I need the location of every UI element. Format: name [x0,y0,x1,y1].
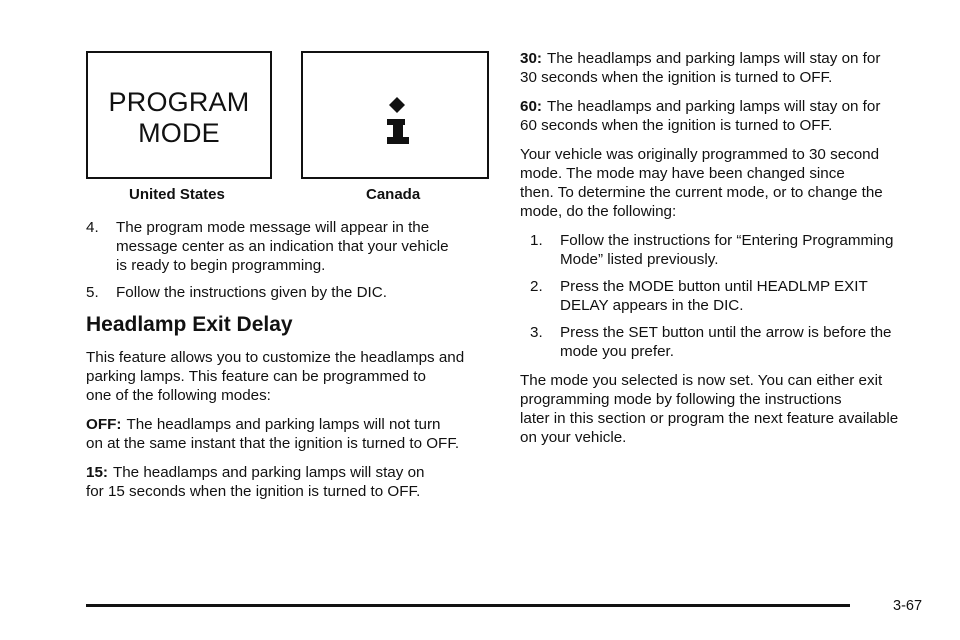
list-item: 3. Press the SET button until the arrow is before the mode you prefer. [530,324,892,360]
info-icon [381,97,413,145]
intro-paragraph: This feature allows you to customize the headlamps and parking lamps. This feature can be programmed to one of the following modes: [86,349,465,404]
steps-list-left [86,218,496,302]
caption-united-states: United States [129,186,225,203]
mode-30-paragraph: 30: The headlamps and parking lamps will stay on for 30 seconds when the ignition is turned to OFF. [520,50,881,86]
program-mode-text: PROGRAM MODE [108,87,250,148]
page-number: 3-67 [893,598,923,614]
footer-rule [86,604,850,607]
left-column [86,218,496,511]
mode-15-paragraph: 15: The headlamps and parking lamps will stay on for 15 seconds when the ignition is turned to OFF. [86,464,425,500]
mode-intro-paragraph: Your vehicle was originally programmed to 30 second mode. The mode may have been changed since then. To determine the current mode, or to change the mode, do the following: [520,146,883,220]
list-item: 5. Follow the instructions given by the DIC. [86,284,387,301]
program-mode-display-canada [301,51,489,179]
list-item: 2. Press the MODE button until HEADLMP EXIT DELAY appears in the DIC. [530,278,868,314]
caption-canada: Canada [366,186,421,203]
list-item: 1. Follow the instructions for “Entering Programming Mode” listed previously. [530,232,894,268]
list-item: 4. The program mode message will appear in the message center as an indication that your vehicle is ready to begin programming. [86,219,449,274]
steps-list-right [530,231,920,361]
section-heading: Headlamp Exit Delay [86,313,293,336]
mode-60-paragraph: 60: The headlamps and parking lamps will stay on for 60 seconds when the ignition is turned to OFF. [520,98,881,134]
mode-off-paragraph: OFF: The headlamps and parking lamps will not turn on at the same instant that the ignition is turned to OFF. [86,416,460,452]
right-column [520,49,920,457]
program-mode-display-us [86,51,272,179]
closing-paragraph: The mode you selected is now set. You can either exit programming mode by following the instructions later in this section or program the next feature available on your vehicle. [520,372,899,446]
